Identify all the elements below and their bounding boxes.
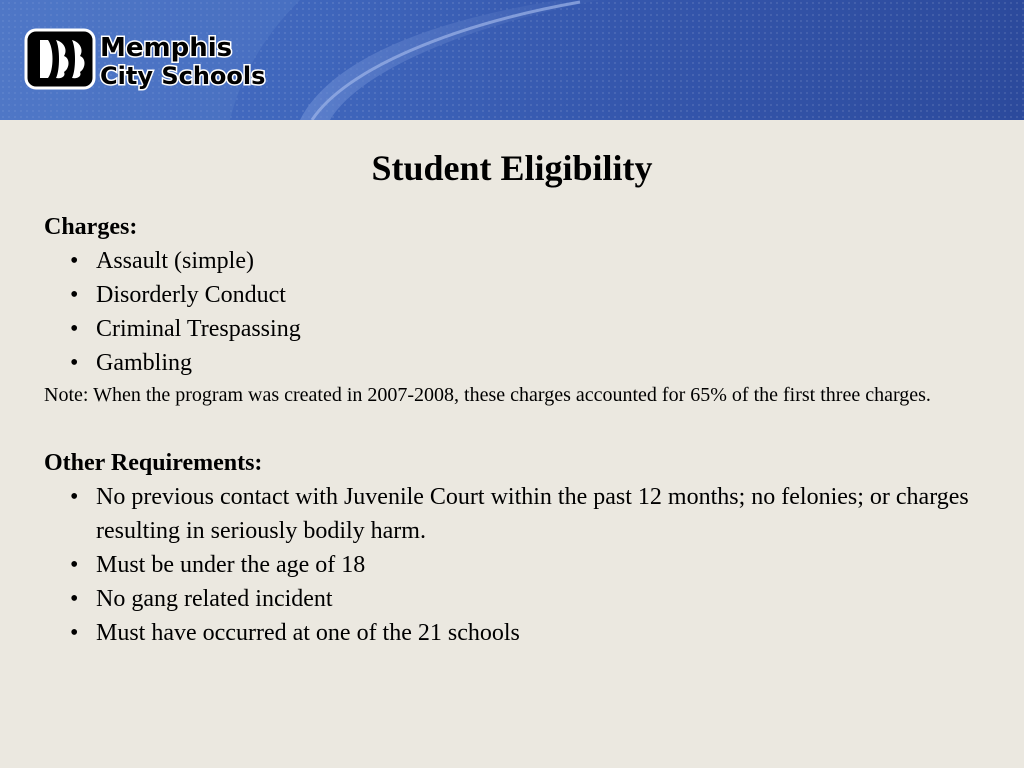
- list-item: [44, 480, 984, 548]
- list-item-text: Assault (simple): [96, 248, 254, 274]
- bullet-icon: •: [70, 620, 79, 646]
- list-item-text: Gambling: [96, 350, 192, 376]
- bullet-icon: •: [70, 248, 79, 274]
- requirements-list: [44, 480, 984, 650]
- slide-title: Student Eligibility: [371, 148, 653, 188]
- list-item: [44, 548, 984, 582]
- bullet-icon: •: [70, 350, 79, 376]
- bullet-icon: •: [70, 586, 79, 612]
- section-other-requirements: [44, 446, 984, 650]
- logo-line1: Memphis: [100, 33, 233, 63]
- section-heading-charges: Charges:: [44, 214, 138, 240]
- bullet-icon: •: [70, 552, 79, 578]
- bullet-icon: •: [70, 484, 79, 510]
- charges-list: [44, 244, 984, 380]
- memphis-city-schools-logo-icon: [24, 24, 294, 94]
- list-item-text: Criminal Trespassing: [96, 316, 301, 342]
- list-item-text: No gang related incident: [96, 586, 333, 612]
- list-item-text: Must have occurred at one of the 21 schools: [96, 620, 520, 646]
- list-item: [44, 312, 984, 346]
- bullet-icon: •: [70, 282, 79, 308]
- section-spacer: [44, 411, 984, 446]
- section-charges: [44, 210, 984, 411]
- list-item: [44, 582, 984, 616]
- list-item-text: Disorderly Conduct: [96, 282, 286, 308]
- list-item: [44, 244, 984, 278]
- bullet-icon: •: [70, 316, 79, 342]
- slide-content: [44, 210, 984, 650]
- section-heading-other-requirements: Other Requirements:: [44, 450, 263, 476]
- list-item: [44, 616, 984, 650]
- list-item-text: No previous contact with Juvenile Court within the past 12 months; no felonies; or charges resulting in seriously bodily harm.: [96, 484, 969, 544]
- list-item: [44, 346, 984, 380]
- list-item-text: Must be under the age of 18: [96, 552, 366, 578]
- list-item: [44, 278, 984, 312]
- logo-line2: City Schools: [100, 62, 266, 90]
- header-banner: [0, 0, 1024, 120]
- charges-note: Note: When the program was created in 2007-2008, these charges accounted for 65% of the first three charges.: [44, 384, 931, 406]
